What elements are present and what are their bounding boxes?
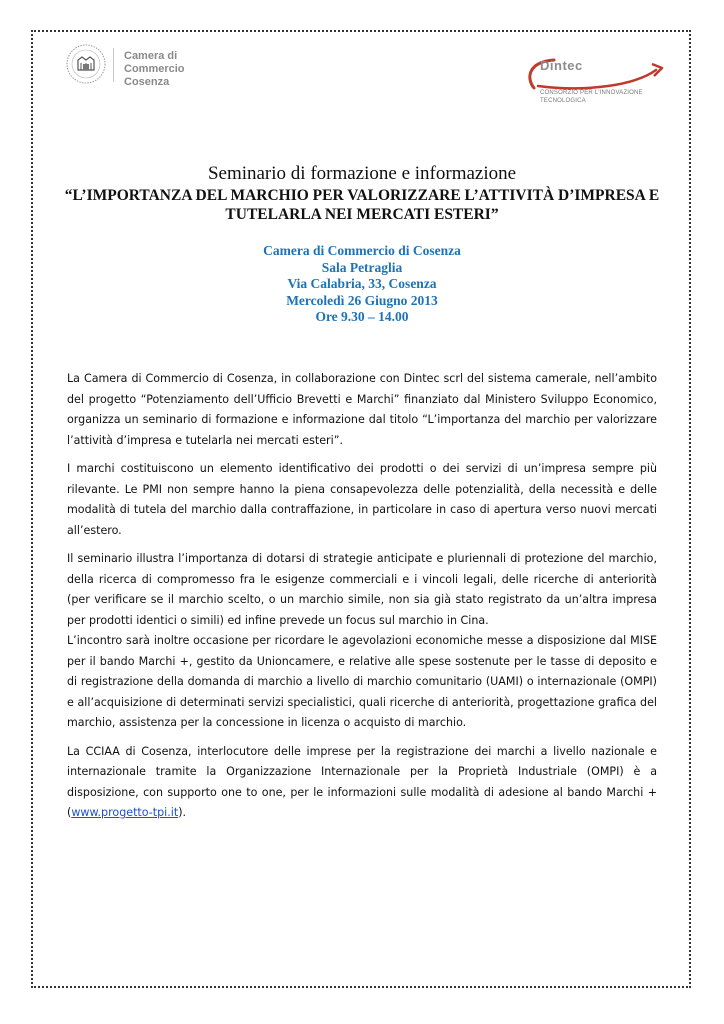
seminar-title: Seminario di formazione e informazione: [207, 163, 517, 184]
paragraph-marchi: I marchi costituiscono un elemento identificativo dei prodotti o dei servizi di un’impresa sempre più rilevante. Le PMI non sempre hanno la piena consapevolezza delle potenzialità, della necessità e delle modalità di tutela del marchio dalla contraffazione, in particolare in caso di apertura verso nuovi mercati all’estero.: [67, 462, 657, 537]
venue-room: Sala Petraglia: [321, 259, 403, 275]
venue-org: Camera di Commercio di Cosenza: [263, 243, 461, 258]
paragraph-incontro: L’incontro sarà inoltre occasione per ricordare le agevolazioni economiche messe a disposizione dal MISE per il bando Marchi +, gestito da Unioncamere, e relative alle spese sostenute per le tasse di deposito e di registrazione della domanda di marchio a livello di marchio comunitario (UAMI) o internazionale (OMPI) e all’acquisizione di determinati servizi specialistici, quali ricerche di anteriorità, progettazione grafica del marchio, assistenza per la concessione in licenza o acquisto di marchio.: [67, 634, 657, 729]
paragraph-cciaa-text: La CCIAA di Cosenza, interlocutore delle imprese per la registrazione dei marchi a livello nazionale e internazionale tramite la Organizzazione Internazionale per la Proprietà Industriale (OMPI) è a disposizione, con supporto one to one, per le informazioni sulle modalità di adesione al bando Marchi + (: [67, 744, 657, 819]
paragraph-seminario-text: Il seminario illustra l’importanza di dotarsi di strategie anticipate e pluriennali di protezione del marchio, della ricerca di compromesso fra le esigenze commerciali e i vincoli legali, delle ricerche di anteriorità (per verificare se il marchio scelto, o un marchio simile, non sia già stato registrato da un’altra impresa per prodotti identici o simili) ed infine prevede un focus sul marchio in Cina.: [67, 552, 657, 627]
paragraph-cciaa-end: ).: [178, 806, 187, 819]
dintec-logo: [524, 56, 674, 112]
venue-date: Mercoledì 26 Giugno 2013: [286, 292, 438, 308]
paragraph-seminario: [67, 549, 657, 631]
seminar-headline: “L’IMPORTANZA DEL MARCHIO PER VALORIZZARE L’ATTIVITÀ D’IMPRESA E TUTELARLA NEI MERCATI ESTERI”: [64, 187, 660, 223]
paragraph-intro: La Camera di Commercio di Cosenza, in collaborazione con Dintec scrl del sistema camerale, nell’ambito del progetto “Potenziamento dell’Ufficio Brevetti e Marchi” finanziato dal Ministero Sviluppo Economico, organizza un seminario di formazione e informazione dal titolo “L’importanza del marchio per valorizzare l’attività d’impresa e tutelarla nei mercati esteri”.: [67, 372, 657, 447]
dintec-tagline: CONSORZIO PER L'INNOVAZIONE TECNOLOGICA: [540, 90, 643, 104]
venue-info: [40, 243, 684, 326]
venue-address: Via Calabria, 33, Cosenza: [287, 276, 437, 291]
dintec-wordmark: Dintec: [540, 58, 583, 73]
paragraph-cciaa: [67, 742, 657, 824]
camera-commercio-name: Camera di Commercio Cosenza: [124, 50, 185, 88]
camera-commercio-logo: [66, 44, 236, 90]
progetto-tpi-link[interactable]: www.progetto-tpi.it: [71, 806, 179, 819]
logo-divider: [113, 48, 114, 82]
seal-icon: [66, 44, 106, 84]
body-text: [67, 369, 657, 832]
venue-time: Ore 9.30 – 14.00: [315, 309, 409, 324]
